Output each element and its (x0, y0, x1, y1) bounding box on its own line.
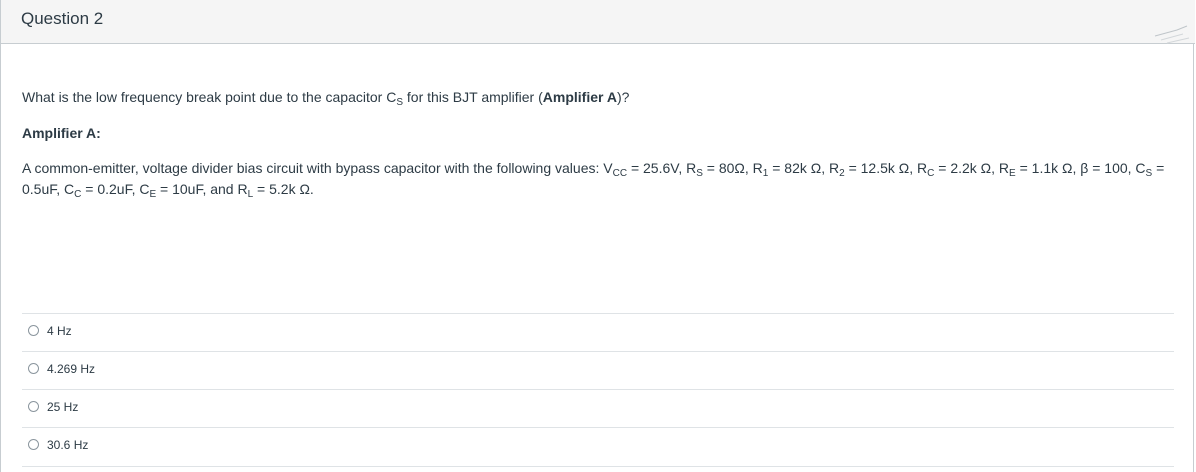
radio-button[interactable] (28, 325, 39, 336)
desc-text: = 0.2uF, C (81, 181, 150, 197)
answer-option[interactable] (22, 313, 1174, 351)
answer-label[interactable]: 4 Hz (47, 324, 72, 338)
question-text-sub: S (396, 97, 403, 108)
question-text-bold: Amplifier A (542, 89, 617, 105)
desc-text: = 0.5uF, C (22, 160, 1165, 197)
desc-sub: E (149, 189, 157, 200)
answer-option[interactable] (22, 427, 1174, 467)
desc-text: = 12.5k Ω, R (844, 160, 928, 176)
answer-label[interactable]: 30.6 Hz (47, 438, 89, 452)
radio-button[interactable] (28, 439, 39, 450)
desc-sub: CC (612, 168, 628, 179)
corner-decoration-icon (1147, 24, 1191, 44)
desc-sub: C (927, 168, 935, 179)
question-text (22, 89, 630, 108)
desc-sub: L (247, 189, 254, 200)
question-text-part: for this BJT amplifier ( (403, 89, 543, 105)
question-text-part: What is the low frequency break point due to the capacitor C (22, 89, 397, 105)
radio-button[interactable] (28, 401, 39, 412)
answer-label[interactable]: 4.269 Hz (47, 362, 96, 376)
answer-list (22, 313, 1174, 467)
desc-text: = 2.2k Ω, R (934, 160, 1010, 176)
question-header (1, 0, 1195, 44)
desc-sub: S (1145, 168, 1153, 179)
amplifier-heading: Amplifier A: (22, 125, 101, 141)
question-text-part: )? (616, 89, 630, 105)
desc-text: = 80Ω, R (702, 160, 763, 176)
desc-text: = 1.1k Ω, β = 100, C (1015, 160, 1146, 176)
desc-sub: S (696, 168, 703, 179)
desc-text: = 5.2k Ω. (253, 181, 314, 197)
desc-text: = 82k Ω, R (768, 160, 840, 176)
question-title: Question 2 (21, 9, 104, 28)
amplifier-description (22, 158, 1182, 200)
desc-sub: C (74, 189, 82, 200)
desc-text: A common-emitter, voltage divider bias circuit with bypass capacitor with the following values: V (22, 160, 613, 176)
answer-option[interactable] (22, 351, 1174, 389)
answer-label[interactable]: 25 Hz (47, 400, 79, 414)
desc-sub: E (1009, 168, 1016, 179)
radio-button[interactable] (28, 363, 39, 374)
answer-option[interactable] (22, 389, 1174, 427)
desc-text: = 10uF, and R (156, 181, 248, 197)
desc-text: = 25.6V, R (627, 160, 697, 176)
desc-sub: 1 (762, 168, 769, 179)
desc-sub: 2 (839, 168, 845, 179)
